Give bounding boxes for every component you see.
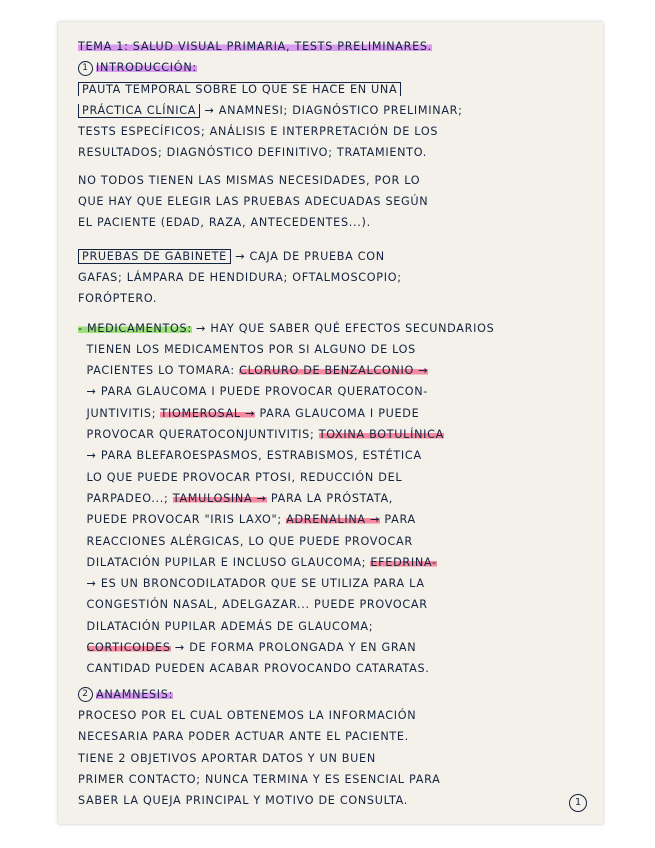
highlighted-term: EFEDRINA- bbox=[370, 555, 437, 569]
text-line: GAFAS; LÁMPARA DE HENDIDURA; OFTALMOSCOPIO; bbox=[78, 270, 402, 284]
page-number: 1 bbox=[569, 794, 587, 812]
medication-line bbox=[78, 403, 603, 424]
medication-line bbox=[78, 531, 603, 552]
text-segment: → HAY QUE SABER QUÉ EFECTOS SECUNDARIOS bbox=[191, 321, 495, 335]
text-line: PAUTA TEMPORAL SOBRE LO QUE SE HACE EN UNA bbox=[78, 79, 603, 100]
text-segment: REACCIONES ALÉRGICAS, LO QUE PUEDE PROVOCAR bbox=[78, 534, 413, 548]
medication-line bbox=[78, 381, 603, 402]
text-segment: CONGESTIÓN NASAL, ADELGAZAR... PUEDE PROVOCAR bbox=[78, 598, 428, 612]
medication-line bbox=[78, 637, 603, 658]
highlighted-term: CORTICOIDES bbox=[86, 641, 171, 655]
text-segment: LO QUE PUEDE PROVOCAR PTOSI, REDUCCIÓN DEL bbox=[78, 470, 403, 484]
notebook-page bbox=[58, 22, 603, 824]
text-line: NECESARIA PARA PODER ACTUAR ANTE EL PACIENTE. bbox=[78, 730, 409, 744]
text-segment: CANTIDAD PUEDEN ACABAR PROVOCANDO CATARATAS. bbox=[78, 662, 430, 676]
text-segment: PARA LA PRÓSTATA, bbox=[266, 491, 394, 505]
highlighted-term: CLORURO DE BENZALCONIO → bbox=[239, 364, 429, 378]
highlighted-term: TIOMEROSAL → bbox=[160, 406, 256, 420]
text-line: PRÁCTICA CLÍNICA → ANAMNESI; DIAGNÓSTICO PRELIMINAR; bbox=[78, 100, 603, 121]
text-segment: DILATACIÓN PUPILAR E INCLUSO GLAUCOMA; bbox=[78, 555, 371, 569]
medications-block bbox=[78, 318, 603, 680]
text-segment: PARA bbox=[380, 513, 416, 527]
text-line: SABER LA QUEJA PRINCIPAL Y MOTIVO DE CONSULTA. bbox=[78, 794, 409, 808]
text-segment: → DE FORMA PROLONGADA Y EN GRAN bbox=[170, 641, 417, 655]
section-number: 1 bbox=[78, 61, 93, 76]
notes-body bbox=[78, 36, 603, 811]
section-2-heading: 2 ANAMNESIS: bbox=[78, 684, 603, 705]
text-segment: PUEDE PROVOCAR "IRIS LAXO"; bbox=[78, 513, 287, 527]
highlighted-term: ADRENALINA → bbox=[286, 513, 381, 527]
text-segment: → PARA GLAUCOMA I PUEDE PROVOCAR QUERATOCON- bbox=[78, 385, 429, 399]
text-segment: PARA GLAUCOMA I PUEDE bbox=[255, 406, 420, 420]
page-title: TEMA 1: SALUD VISUAL PRIMARIA, TESTS PRELIMINARES. bbox=[78, 40, 432, 53]
text-line: NO TODOS TIENEN LAS MISMAS NECESIDADES, POR LO bbox=[78, 173, 421, 187]
section-1-heading: 1 INTRODUCCIÓN: bbox=[78, 57, 603, 78]
text-segment: PACIENTES LO TOMARA: bbox=[78, 364, 240, 378]
text-segment: JUNTIVITIS; bbox=[78, 406, 161, 420]
medication-line bbox=[78, 467, 603, 488]
text-line: QUE HAY QUE ELEGIR LAS PRUEBAS ADECUADAS SEGÚN bbox=[78, 195, 429, 209]
medication-line bbox=[78, 488, 603, 509]
medication-line bbox=[78, 360, 603, 381]
text-line: PRIMER CONTACTO; NUNCA TERMINA Y ES ESENCIAL PARA bbox=[78, 772, 441, 786]
highlighted-term: - MEDICAMENTOS: bbox=[78, 321, 192, 335]
section-number: 2 bbox=[78, 687, 93, 702]
text-line: EL PACIENTE (EDAD, RAZA, ANTECEDENTES...). bbox=[78, 216, 371, 230]
text-line: TESTS ESPECÍFICOS; ANÁLISIS E INTERPRETACIÓN DE LOS bbox=[78, 125, 439, 139]
text-line: TIENE 2 OBJETIVOS APORTAR DATOS Y UN BUEN bbox=[78, 751, 376, 765]
text-segment: DILATACIÓN PUPILAR ADEMÁS DE GLAUCOMA; bbox=[78, 619, 374, 633]
text-line: FORÓPTERO. bbox=[78, 292, 158, 306]
highlighted-term: TOXINA BOTULÍNICA bbox=[318, 428, 445, 442]
medication-line bbox=[78, 445, 603, 466]
medication-line bbox=[78, 616, 603, 637]
text-segment: → PARA BLEFAROESPASMOS, ESTRABISMOS, ESTÉTICA bbox=[78, 449, 422, 463]
text-line: RESULTADOS; DIAGNÓSTICO DEFINITIVO; TRATAMIENTO. bbox=[78, 146, 428, 160]
text-segment: → ES UN BRONCODILATADOR QUE SE UTILIZA PARA LA bbox=[78, 577, 425, 591]
medication-line bbox=[78, 424, 603, 445]
medication-line bbox=[78, 552, 603, 573]
medication-line bbox=[78, 594, 603, 615]
text-segment: PARPADEO...; bbox=[78, 491, 173, 505]
text-line: PROCESO POR EL CUAL OBTENEMOS LA INFORMACIÓN bbox=[78, 708, 417, 722]
text-line: PRUEBAS DE GABINETE → CAJA DE PRUEBA CON bbox=[78, 246, 603, 267]
medication-line bbox=[78, 318, 603, 339]
medication-line bbox=[78, 658, 603, 679]
text-segment: PROVOCAR QUERATOCONJUNTIVITIS; bbox=[78, 428, 319, 442]
text-segment: TIENEN LOS MEDICAMENTOS POR SI ALGUNO DE LOS bbox=[78, 342, 416, 356]
highlighted-term: TAMULOSINA → bbox=[172, 491, 267, 505]
medication-line bbox=[78, 339, 603, 360]
medication-line bbox=[78, 573, 603, 594]
medication-line bbox=[78, 509, 603, 530]
text-segment bbox=[78, 641, 87, 654]
